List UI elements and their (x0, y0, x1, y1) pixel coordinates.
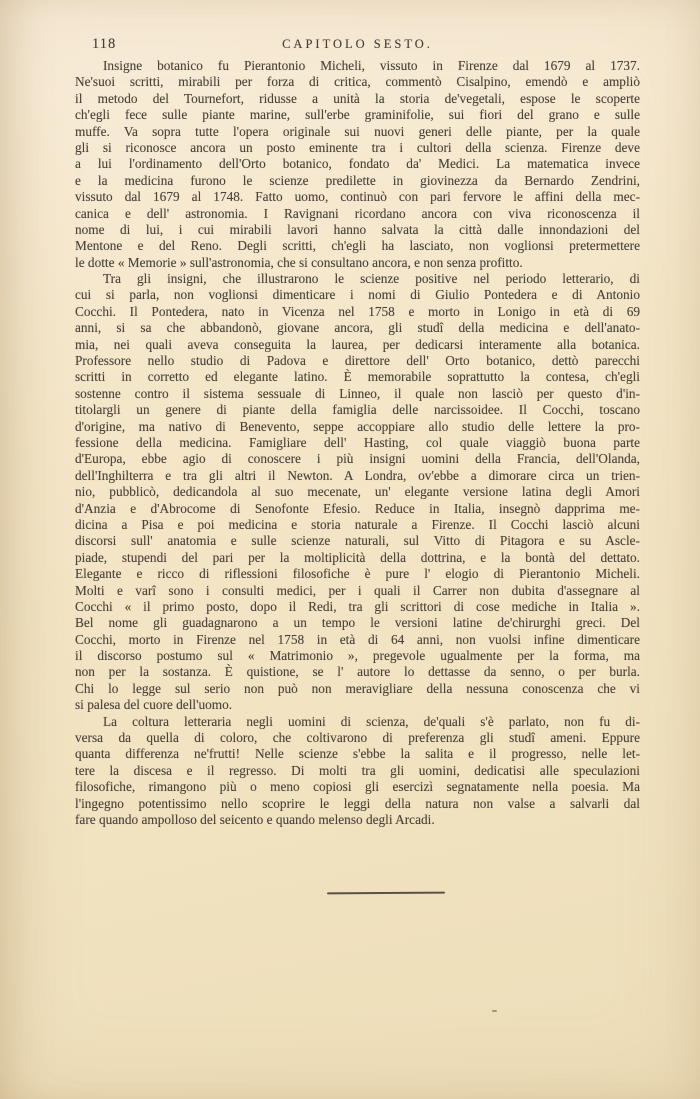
chapter-heading: CAPITOLO SESTO. (282, 37, 433, 51)
text-line: Insigne botanico fu Pierantonio Micheli, vissuto in Firenze dal 1679 al 1737. (103, 58, 640, 73)
text-line: discorsi sull' anatomia e sulle scienze naturali, sul Vitto di Pitagora e su Ascle- (75, 533, 640, 549)
text-line: d'Anzia e d'Abrocome di Senofonte Efesio. Reduce in Italia, insegnò dapprima me- (75, 500, 640, 516)
text-line: dell'Inghilterra e tra gli altri il Newton. A Londra, ov'ebbe a dimorare circa un trien- (75, 467, 640, 483)
text-line: Elegante e ricco di riflessioni filosofiche è pure l' elogio di Pierantonio Micheli. (75, 566, 640, 582)
section-divider-rule (327, 892, 445, 895)
text-line: tere la discesa e il regresso. Di molti tra gli uomini, dedicatisi alle speculazioni (75, 762, 640, 778)
text-line: nome di lui, i cui mirabili lavori hanno salvata la città dalle innondazioni del (75, 221, 640, 237)
text-line: vissuto dal 1679 al 1748. Fatto uomo, continuò con pari fervore le affini della mec- (75, 189, 640, 205)
text-line: filosofiche, rimangono più o meno copiosi gli esercizì segnatamente nella poesia. Ma (75, 779, 640, 795)
text-line: non per la sostanza. È quistione, se l' autore lo dettasse da senno, o per burla. (75, 664, 640, 680)
text-line: d'Europa, ebbe agio di conoscere i più insigni uomini della Francia, dell'Olanda, (75, 451, 640, 467)
text-line: piade, stupendi del pari per la moltiplicità della dottrina, e la bontà del dettato. (75, 549, 640, 565)
text-line: il metodo del Tournefort, ridusse a unità la storia de'vegetali, espose le scoperte (75, 90, 640, 106)
page-number: 118 (92, 36, 117, 52)
text-line: quanta differenza ne'frutti! Nelle scienze s'ebbe la salita e il progresso, nelle let- (75, 746, 640, 762)
text-line: nio, pubblicò, dedicandola al suo mecenate, un' elegante versione latina degli Amori (75, 484, 640, 500)
text-line: muffe. Va sopra tutte l'opera originale sui nuovi generi delle piante, per la quale (75, 123, 640, 139)
text-line: Professore nello studio di Padova e direttore dell' Orto botanico, dettò parecchi (75, 353, 640, 369)
text-line: mia, nei quali aveva conseguita la laurea, per dedicarsi interamente alla botanica. (75, 336, 640, 352)
page-body (75, 58, 640, 828)
text-line: gli si riconosce ancora un posto eminente tra i cultori della scienza. Firenze deve (75, 139, 640, 155)
text-line: anni, si sa che abbandonò, giovane ancora, gli studî della medicina e dell'anato- (75, 320, 640, 336)
text-line: canica e dell' astronomia. I Ravignani ricordano ancora con viva riconoscenza il (75, 205, 640, 221)
text-line: Ne'suoi scritti, mirabili per forza di critica, commentò Cisalpino, emendò e ampliò (75, 74, 640, 90)
text-line: scritti in corretto ed elegante latino. È memorabile soprattutto la contesa, ch'egli (75, 369, 640, 385)
text-line: versa da quella di coloro, che coltivarono di preferenza gli studî ameni. Eppure (75, 730, 640, 746)
text-line: fessione della medicina. Famigliare dell' Hasting, col quale viaggiò buona parte (75, 434, 640, 450)
text-line: dicina a Pisa e poi medicina e storia naturale a Firenze. Il Cocchi lasciò alcuni (75, 516, 640, 532)
text-line: Tra gli insigni, che illustrarono le scienze positive nel periodo letterario, di (103, 271, 640, 287)
text-line: sostenne contro il sistema sessuale di Linneo, il quale non lasciò per questo d'in- (75, 385, 640, 401)
running-head (75, 36, 640, 54)
text-line: cui si parla, non voglionsi dimenticare i nomi di Giulio Pontedera e di Antonio (75, 287, 640, 303)
text-line: il discorso postumo sul « Matrimonio », pregevole ugualmente per la forma, ma (75, 648, 640, 664)
text-line: a lui l'ordinamento dell'Orto botanico, fondato da' Medici. La matematica invece (75, 156, 640, 172)
text-line: Cocchi, morto in Firenze nel 1758 in età di 64 anni, non vuolsi infine dimenticare (75, 631, 640, 647)
text-line: Molti e varî sono i consulti medici, per i quali il Carrer non dubita d'assegnare al (75, 582, 640, 598)
text-line: La coltura letteraria negli uomini di scienza, de'quali s'è parlato, non fu di- (103, 713, 640, 729)
text-line: l'ingegno potentissimo nello scoprire le leggi della natura non valse a salvarli dal (75, 795, 640, 811)
text-line: Mentone e del Reno. Degli scritti, ch'egli ha lasciato, non voglionsi pretermettere (75, 238, 640, 254)
text-line: Chi lo legge sul serio non può non meravigliare della nessuna conoscenza che vi (75, 680, 640, 696)
print-speck (492, 1010, 497, 1012)
text-line: Cocchi « il primo posto, dopo il Redi, tra gli scrittori di cose mediche in Italia ». (75, 598, 640, 614)
text-line: Bel nome gli guadagnarono a un tempo le versioni latine de'chirurghi greci. Del (75, 615, 640, 631)
text-line: Cocchi. Il Pontedera, nato in Vicenza nel 1758 e morto in Lonigo in età di 69 (75, 303, 640, 319)
text-line: titolargli un genere di piante della famiglia delle narcissoidee. Il Cocchi, toscano (75, 402, 640, 418)
text-line: d'origine, ma nativo di Benevento, seppe accoppiare allo studio delle lettere la pro- (75, 418, 640, 434)
text-line: e la medicina furono le scienze predilette in giovinezza da Bernardo Zendrini, (75, 172, 640, 188)
text-line: ch'egli fece sulle piante marine, sull'erbe graminifolie, sui fiori del grano e sulle (75, 107, 640, 123)
text-line: fare quando ampolloso del seicento e quando melenso degli Arcadi. (75, 811, 435, 827)
text-line: si palesa del cuore dell'uomo. (75, 697, 233, 713)
text-line: le dotte « Memorie » sull'astronomia, che si consultano ancora, e non senza profitto. (75, 254, 523, 270)
